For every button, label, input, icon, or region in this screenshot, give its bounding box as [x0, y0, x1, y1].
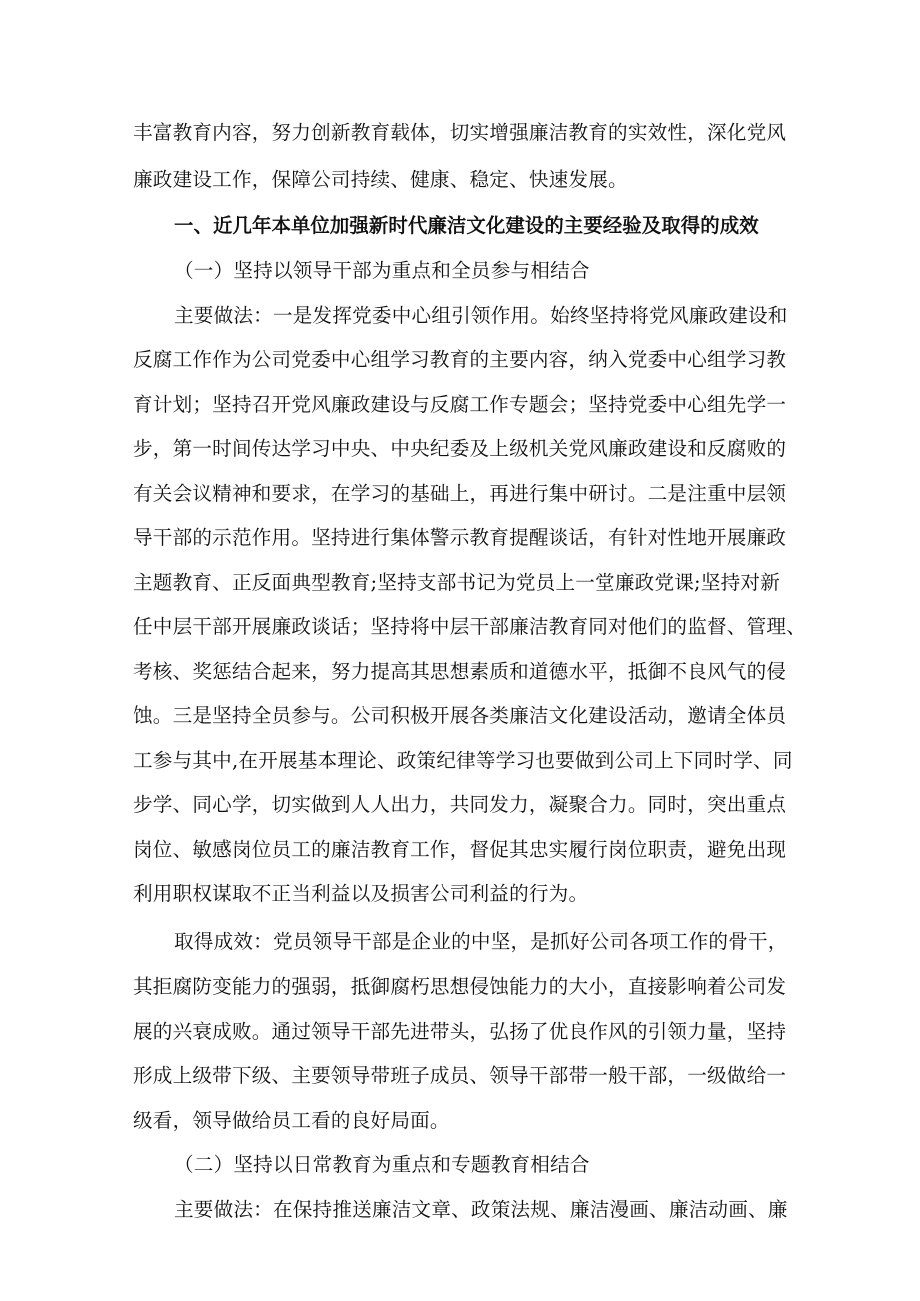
subsection-1-title: （一）坚持以领导干部为重点和全员参与相结合 [174, 259, 590, 282]
practice-line-8: 任中层干部开展廉政谈话；坚持将中层干部廉洁教育同对他们的监督、管理、 [133, 615, 806, 638]
practice-line-2: 反腐工作作为公司党委中心组学习教育的主要内容，纳入党委中心组学习教 [133, 348, 787, 371]
practice-line-5: 有关会议精神和要求，在学习的基础上，再进行集中研讨。二是注重中层领 [133, 482, 787, 505]
practice-line-12: 步学、同心学，切实做到人人出力，共同发力，凝聚合力。同时，突出重点 [133, 793, 787, 816]
practice-line-7: 主题教育、正反面典型教育;坚持支部书记为党员上一堂廉政党课;坚持对新 [133, 571, 781, 594]
results-line-1: 取得成效：党员领导干部是企业的中坚，是抓好公司各项工作的骨干， [174, 930, 788, 953]
results-line-4: 形成上级带下级、主要领导带班子成员、领导干部带一般干部，一级做给一 [133, 1064, 787, 1087]
results-line-3: 展的兴衰成败。通过领导干部先进带头，弘扬了优良作风的引领力量，坚持 [133, 1020, 787, 1043]
opening-line-2: 廉政建设工作，保障公司持续、健康、稳定、快速发展。 [133, 168, 628, 191]
results-line-5: 级看，领导做给员工看的良好局面。 [133, 1109, 450, 1132]
practice-line-11: 工参与其中,在开展基本理论、政策纪律等学习也要做到公司上下同时学、同 [133, 749, 793, 772]
practice-line-3: 育计划；坚持召开党风廉政建设与反腐工作专题会；坚持党委中心组先学一 [133, 393, 787, 416]
practice-line-6: 导干部的示范作用。坚持进行集体警示教育提醒谈话，有针对性地开展廉政 [133, 526, 787, 549]
practice-line-1: 主要做法：一是发挥党委中心组引领作用。始终坚持将党风廉政建设和 [174, 304, 788, 327]
opening-line-1: 丰富教育内容，努力创新教育载体，切实增强廉洁教育的实效性，深化党风 [133, 121, 787, 144]
results-line-2: 其拒腐防变能力的强弱，抵御腐朽思想侵蚀能力的大小，直接影响着公司发 [133, 975, 787, 998]
practice-line-9: 考核、奖惩结合起来，努力提高其思想素质和道德水平，抵御不良风气的侵 [133, 660, 787, 683]
practice-line-14: 利用职权谋取不正当利益以及损害公司利益的行为。 [133, 882, 589, 905]
practice-line-10: 蚀。三是坚持全员参与。公司积极开展各类廉洁文化建设活动，邀请全体员 [133, 704, 787, 727]
section-heading: 一、近几年本单位加强新时代廉洁文化建设的主要经验及取得的成效 [174, 214, 759, 237]
subsection-2-title: （二）坚持以日常教育为重点和专题教育相结合 [174, 1153, 590, 1176]
subsection-2-practice-line-1: 主要做法：在保持推送廉洁文章、政策法规、廉洁漫画、廉洁动画、廉 [174, 1198, 788, 1221]
practice-line-4: 步，第一时间传达学习中央、中央纪委及上级机关党风廉政建设和反腐败的 [133, 437, 787, 460]
practice-line-13: 岗位、敏感岗位员工的廉洁教育工作，督促其忠实履行岗位职责，避免出现 [133, 838, 787, 861]
